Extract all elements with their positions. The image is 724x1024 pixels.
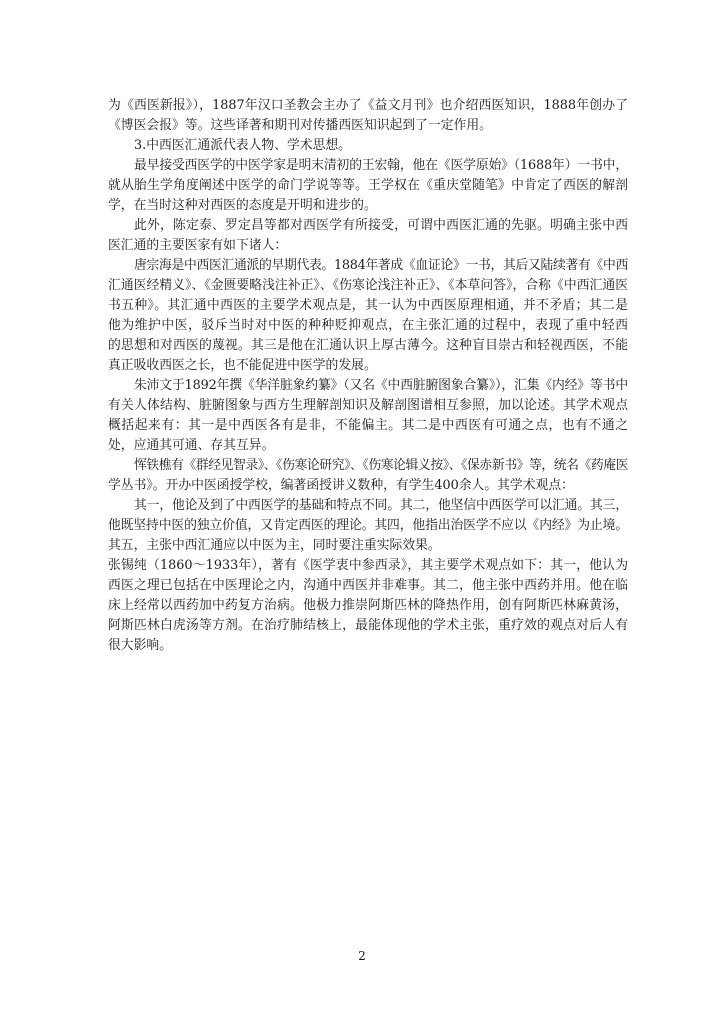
text-line: 医汇通的主要医家有如下诸人：	[108, 238, 288, 253]
text-line: 阿斯匹林白虎汤等方剂。在治疗肺结核上，最能体现他的学术主张，重疗效的观点对后人有	[108, 618, 628, 633]
text-line: 其一，他论及到了中西医学的基础和特点不同。其二，他坚信中西医学可以汇通。其三，	[134, 498, 628, 513]
text-line: 就从胎生学角度阐述中医学的命门学说等等。王学权在《重庆堂随笔》中肯定了西医的解剖	[108, 178, 628, 193]
text-line: 真正吸收西医之长，也不能促进中医学的发展。	[108, 358, 377, 373]
text-line: 最早接受西医学的中医学家是明末清初的王宏翰，他在《医学原始》（1688年）一书中，	[134, 158, 628, 173]
text-line: 为《西医新报》），1887年汉口圣教会主办了《益文月刊》也介绍西医知识，1888年创办了	[108, 98, 628, 113]
text-line: 汇通医经精义》、《金匮要略浅注补正》、《伤寒论浅注补正》、《本草问答》，合称《中西汇通医	[108, 278, 628, 293]
text-line: 他既坚持中医的独立价值，又肯定西医的理论。其四，他指出治医学不应以《内经》为止境。	[108, 518, 628, 533]
text-line: 床上经常以西药加中药复方治病。他极力推崇阿斯匹林的降热作用，创有阿斯匹林麻黄汤，	[108, 598, 628, 613]
section-heading: 3.中西医汇通派代表人物、学术思想。	[134, 138, 351, 153]
page-number: 2	[358, 949, 366, 963]
text-line: 他为维护中医，驳斥当时对中医的种种贬抑观点，在主张汇通的过程中，表现了重中轻西	[108, 318, 628, 333]
text-line: 很大影响。	[108, 638, 172, 653]
text-line: 的思想和对西医的蔑视。其三是他在汇通认识上厚古薄今。这种盲目崇古和轻视西医，不能	[108, 338, 628, 353]
text-line: 书五种》。其汇通中西医的主要学术观点是，其一认为中西医原理相通，并不矛盾；其二是	[108, 298, 628, 313]
text-line: 其五，主张中西汇通应以中医为主，同时要注重实际效果。	[108, 538, 441, 553]
text-line: 唐宗海是中西医汇通派的早期代表。1884年著成《血证论》一书，其后又陆续著有《中西	[134, 258, 628, 273]
text-line: 张锡纯（1860～1933年），著有《医学衷中参西录》，其主要学术观点如下：其一，他认为	[108, 558, 628, 573]
text-line: 学，在当时这种对西医的态度是开明和进步的。	[108, 198, 377, 213]
text-line: 《博医会报》等。这些译著和期刊对传播西医知识起到了一定作用。	[108, 118, 492, 133]
text-line: 朱沛文于1892年撰《华洋脏象约纂》（又名《中西脏腑图象合纂》），汇集《内经》等书中	[134, 378, 628, 393]
text-line: 有关人体结构、脏腑图象与西方生理解剖知识及解剖图谱相互参照，加以论述。其学术观点	[108, 398, 628, 413]
text-line: 此外，陈定泰、罗定昌等都对西医学有所接受，可谓中西医汇通的先驱。明确主张中西	[134, 218, 628, 233]
text-line: 学丛书》。开办中医函授学校，编著函授讲义数种，有学生400余人。其学术观点：	[108, 478, 574, 493]
text-line: 恽铁樵有《群经见智录》、《伤寒论研究》、《伤寒论辑义按》、《保赤新书》等，统名《药庵医	[134, 458, 628, 473]
text-line: 处，应通其可通、存其互异。	[108, 438, 275, 453]
text-line: 西医之理已包括在中医理论之内，沟通中西医并非难事。其二，他主张中西药并用。他在临	[108, 578, 628, 593]
text-line: 概括起来有：其一是中西医各有是非，不能偏主。其二是中西医有可通之点，也有不通之	[108, 418, 628, 433]
